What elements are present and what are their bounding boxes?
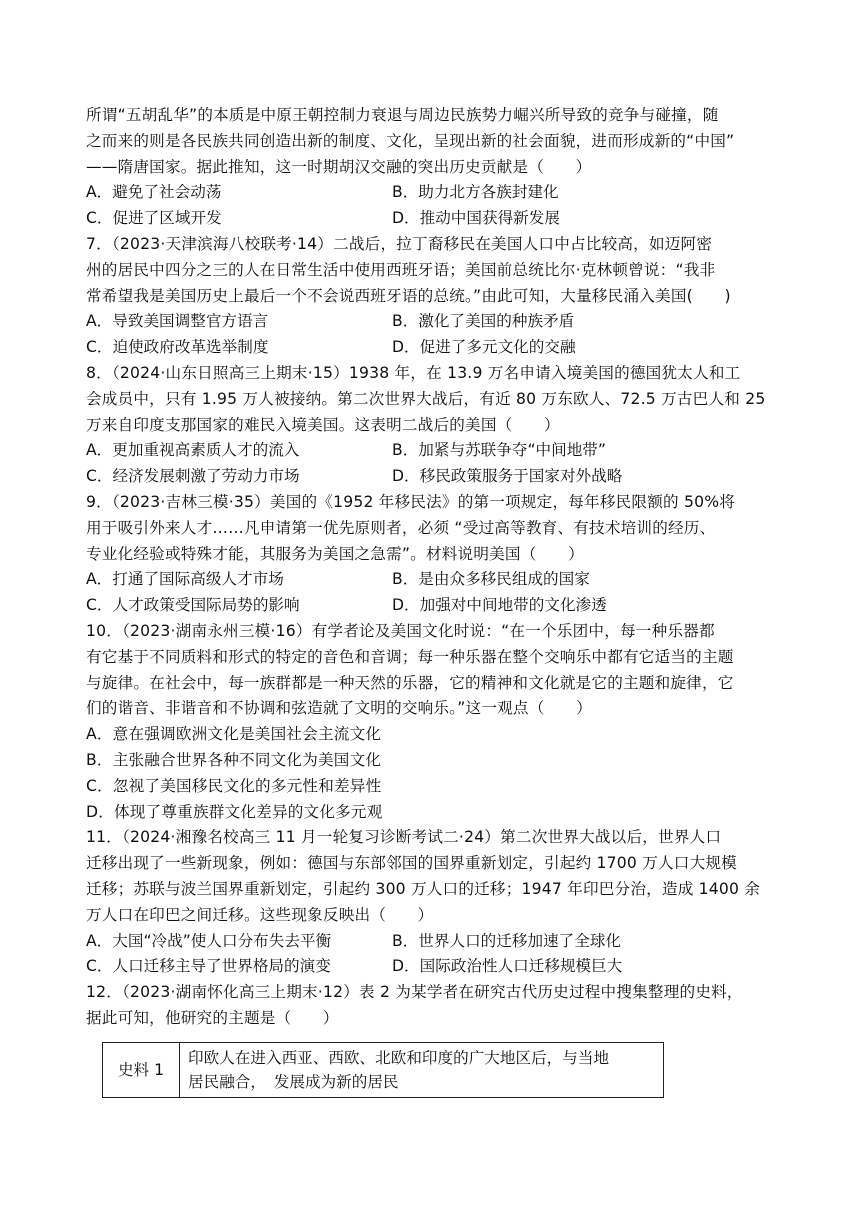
table-cell-key: 史料 1 <box>103 1043 180 1098</box>
stem-line: 万来自印度支那国家的难民入境美国。这表明二战后的美国（ ） <box>86 415 560 434</box>
stem-line: 会成员中，只有 1.95 万人被接纳。第二次世界大战后，有近 80 万东欧人、72.5 万古巴人和 25 <box>86 389 766 408</box>
stem-line: 11．（2024·湘豫名校高三 11 月一轮复习诊断考试二·24）第二次世界大战以后，世界人口 <box>86 828 722 847</box>
stem-line: 8．（2024·山东日照高三上期末·15）1938 年，在 13.9 万名申请入境美国的德国犹太人和工 <box>86 363 741 382</box>
option-d: D．促进了多元文化的交融 <box>392 338 576 357</box>
document-body <box>86 103 772 1032</box>
option-a: A．打通了国际高级人才市场 <box>86 570 284 589</box>
option-c: C．人才政策受国际局势的影响 <box>86 596 300 615</box>
stem-line: 迁移；苏联与波兰国界重新划定，引起约 300 万人口的迁移；1947 年印巴分治，造成 1400 余 <box>86 879 761 898</box>
option-row <box>86 954 772 980</box>
stem-line: 之而来的则是各民族共同创造出新的制度、文化，呈现出新的社会面貌，进而形成新的“中国” <box>86 131 735 150</box>
question-8 <box>86 361 772 490</box>
source-table <box>102 1042 664 1098</box>
question-9 <box>86 490 772 619</box>
option-row <box>86 206 772 232</box>
option-d: D．移民政策服务于国家对外战略 <box>392 467 623 486</box>
option-row <box>86 929 772 955</box>
stem-line: 与旋律。在社会中，每一族群都是一种天然的乐器，它的精神和文化就是它的主题和旋律，它 <box>86 673 734 692</box>
option-d: D．体现了尊重族群文化差异的文化多元观 <box>86 802 383 821</box>
option-a: A．导致美国调整官方语言 <box>86 312 269 331</box>
question-6-stem <box>86 103 772 180</box>
stem-line: 用于吸引外来人才……凡申请第一优先原则者，必须 “受过高等教育、有技术培训的经历、 <box>86 518 716 537</box>
option-c: C．迫使政府改革选举制度 <box>86 338 269 357</box>
stem-line: 们的谐音、非谐音和不协调和弦造就了文明的交响乐。”这一观点（ ） <box>86 699 592 718</box>
table-row <box>103 1043 664 1098</box>
stem-line: 10．（2023·湖南永州三模·16）有学者论及美国文化时说：“在一个乐团中，每一种乐器都 <box>86 621 715 640</box>
question-7 <box>86 232 772 361</box>
question-12 <box>86 980 772 1032</box>
option-b: B．世界人口的迁移加速了全球化 <box>392 931 622 950</box>
option-row <box>86 567 772 593</box>
stem-line: 有它基于不同质料和形式的特定的音色和音调；每一种乐器在整个交响乐中都有它适当的主题 <box>86 647 734 666</box>
option-c: C．促进了区域开发 <box>86 209 222 228</box>
stem-line: 州的居民中四分之三的人在日常生活中使用西班牙语；美国前总统比尔·克林顿曾说：“我非 <box>86 260 716 279</box>
option-row <box>86 464 772 490</box>
cell-line: 居民融合， 发展成为新的居民 <box>188 1073 399 1091</box>
option-c: C．人口迁移主导了世界格局的演变 <box>86 957 331 976</box>
option-d: D．推动中国获得新发展 <box>392 209 560 228</box>
stem-line: 常希望我是美国历史上最后一个不会说西班牙语的总统。”由此可知，大量移民涌入美国( ) <box>86 286 731 305</box>
stem-line: 所谓“五胡乱华”的本质是中原王朝控制力衰退与周边民族势力崛兴所导致的竞争与碰撞，随 <box>86 106 719 124</box>
option-d: D．加强对中间地带的文化渗透 <box>392 596 607 615</box>
option-b: B．加紧与苏联争夺“中间地带” <box>392 441 606 460</box>
table-cell-value <box>180 1043 664 1098</box>
stem-line: ——隋唐国家。据此推知，这一时期胡汉交融的突出历史贡献是（ ） <box>86 157 592 176</box>
option-d: D．国际政治性人口迁移规模巨大 <box>392 957 623 976</box>
stem-line: 万人口在印巴之间迁移。这些现象反映出（ ） <box>86 905 434 924</box>
option-a: A．意在强调欧洲文化是美国社会主流文化 <box>86 725 382 744</box>
option-a: A．避免了社会动荡 <box>86 183 222 202</box>
stem-line: 专业化经验或特殊才能，其服务为美国之急需”。材料说明美国（ ） <box>86 544 584 563</box>
option-a: A．更加重视高素质人才的流入 <box>86 441 300 460</box>
stem-line: 据此可知，他研究的主题是（ ） <box>86 1008 339 1027</box>
option-b: B．是由众多移民组成的国家 <box>392 570 590 589</box>
stem-line: 迁移出现了一些新现象，例如：德国与东部邻国的国界重新划定，引起约 1700 万人口大规模 <box>86 854 737 873</box>
option-row <box>86 335 772 361</box>
option-row <box>86 180 772 206</box>
option-c: C．忽视了美国移民文化的多元性和差异性 <box>86 776 382 795</box>
option-row <box>86 593 772 619</box>
option-row <box>86 309 772 335</box>
question-6-options <box>86 180 772 232</box>
option-b: B．主张融合世界各种不同文化为美国文化 <box>86 750 382 769</box>
question-11 <box>86 825 772 980</box>
option-b: B．激化了美国的种族矛盾 <box>392 312 575 331</box>
stem-line: 9．（2023·吉林三模·35）美国的《1952 年移民法》的第一项规定，每年移民限额的 50%将 <box>86 492 736 511</box>
option-c: C．经济发展刺激了劳动力市场 <box>86 467 300 486</box>
question-10 <box>86 619 772 825</box>
cell-line: 印欧人在进入西亚、西欧、北欧和印度的广大地区后，与当地 <box>188 1049 610 1067</box>
option-a: A．大国“冷战”使人口分布失去平衡 <box>86 931 332 950</box>
stem-line: 7．（2023·天津滨海八校联考·14）二战后，拉丁裔移民在美国人口中占比较高，如迈阿密 <box>86 234 713 253</box>
stem-line: 12．（2023·湖南怀化高三上期末·12）表 2 为某学者在研究古代历史过程中搜集整理的史料， <box>86 983 743 1002</box>
option-b: B．助力北方各族封建化 <box>392 183 559 202</box>
option-row <box>86 438 772 464</box>
